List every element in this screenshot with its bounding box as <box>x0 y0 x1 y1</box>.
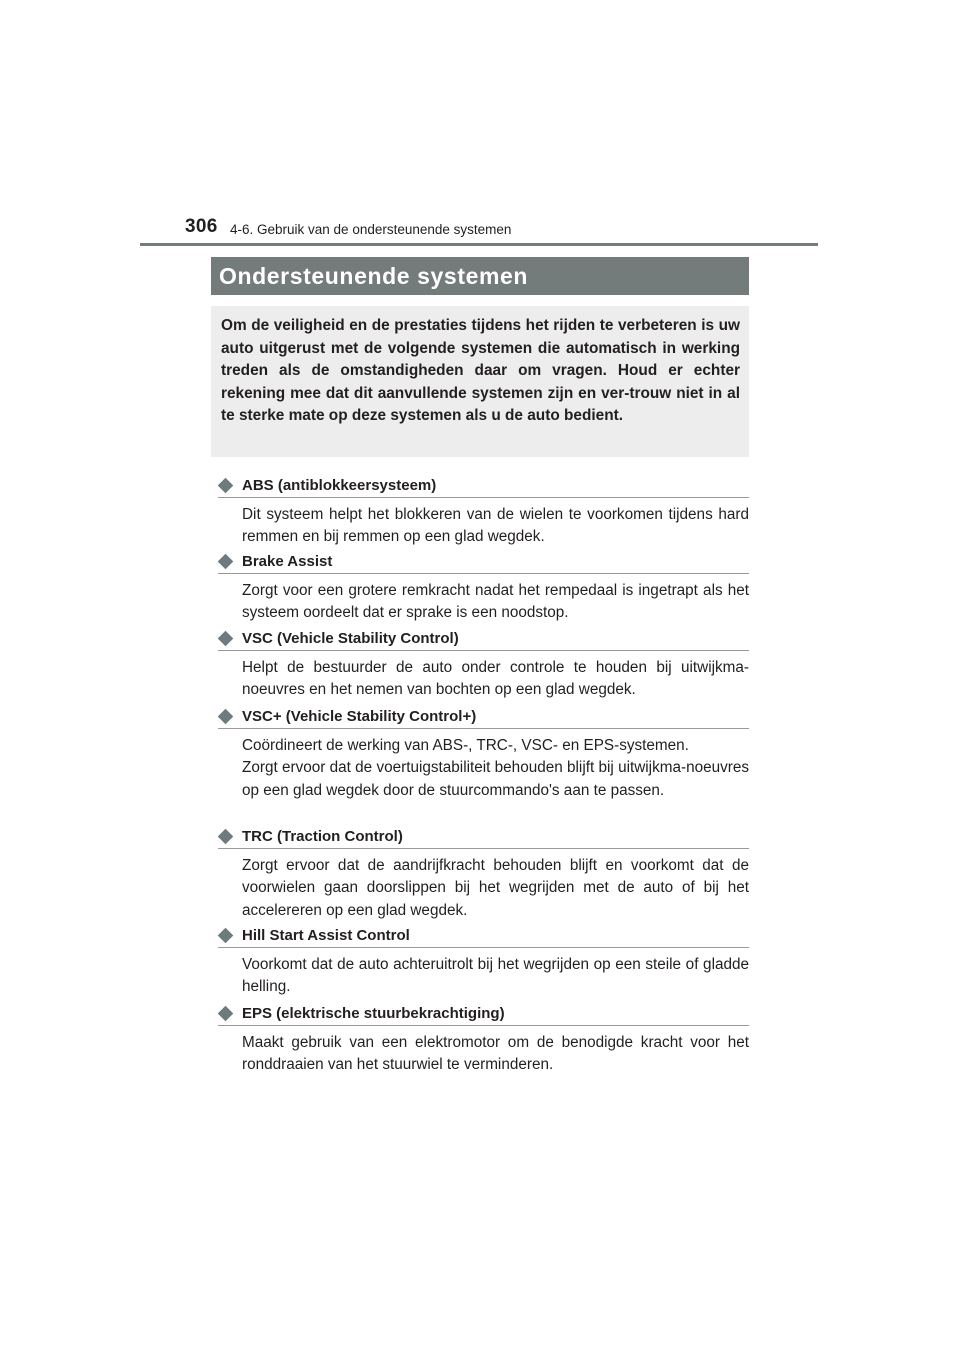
chapter-title: 4-6. Gebruik van de ondersteunende systemen <box>230 222 512 237</box>
intro-box <box>211 306 749 457</box>
page-title: Ondersteunende systemen <box>219 262 529 289</box>
section-paragraph: Voorkomt dat de auto achteruitrolt bij het wegrijden op een steile of gladde helling. <box>242 956 749 996</box>
section-body <box>242 657 749 702</box>
diamond-bullet-icon <box>218 709 234 725</box>
intro-text: Om de veiligheid en de prestaties tijdens het rijden te verbeteren is uw auto uitgerust met de volgende systemen die automatisch in werking treden als de omstandigheden daar om vragen. Houd er echter rekening mee dat dit aanvullende systemen zijn en ver-trouw niet in al te sterke mate op deze systemen als u de auto bedient. <box>221 317 740 425</box>
section-body <box>242 580 749 625</box>
section-heading <box>218 474 749 498</box>
diamond-bullet-icon <box>218 478 234 494</box>
section-title: TRC (Traction Control) <box>242 828 403 845</box>
section-heading <box>218 825 749 849</box>
section-paragraph: Helpt de bestuurder de auto onder controle te houden bij uitwijkma-noeuvres en het nemen van bochten op een glad wegdek. <box>242 659 749 699</box>
section-heading <box>218 705 749 729</box>
section-body <box>242 504 749 549</box>
section-title: VSC+ (Vehicle Stability Control+) <box>242 708 477 725</box>
diamond-bullet-icon <box>218 928 234 944</box>
section-title-bar <box>211 257 749 295</box>
section-heading <box>218 924 749 948</box>
section-eps <box>218 1002 749 1077</box>
diamond-bullet-icon <box>218 829 234 845</box>
section-heading <box>218 1002 749 1026</box>
section-trc <box>218 825 749 922</box>
section-title: EPS (elektrische stuurbekrachtiging) <box>242 1005 505 1022</box>
section-vsc <box>218 627 749 702</box>
section-heading <box>218 550 749 574</box>
section-body <box>242 954 749 999</box>
section-body <box>242 735 749 802</box>
section-brake-assist <box>218 550 749 625</box>
header-rule <box>140 243 818 246</box>
section-paragraph: Zorgt ervoor dat de voertuigstabiliteit behouden blijft bij uitwijkma-noeuvres op een glad wegdek door de stuurcommando's aan te passen. <box>242 759 749 799</box>
section-title: ABS (antiblokkeersysteem) <box>242 477 437 494</box>
section-hill-start <box>218 924 749 999</box>
section-paragraph: Zorgt ervoor dat de aandrijfkracht behouden blijft en voorkomt dat de voorwielen gaan doorslippen bij het wegrijden met de auto of bij het accelereren op een glad wegdek. <box>242 857 749 919</box>
section-paragraph: Coördineert de werking van ABS-, TRC-, VSC- en EPS-systemen. <box>242 737 689 754</box>
section-title: Hill Start Assist Control <box>242 927 410 944</box>
section-paragraph: Maakt gebruik van een elektromotor om de benodigde kracht voor het ronddraaien van het stuurwiel te verminderen. <box>242 1034 749 1074</box>
section-body <box>242 1032 749 1077</box>
page-number: 306 <box>185 216 218 237</box>
section-title: Brake Assist <box>242 553 333 570</box>
section-vsc-plus <box>218 705 749 802</box>
section-abs <box>218 474 749 549</box>
section-heading <box>218 627 749 651</box>
diamond-bullet-icon <box>218 554 234 570</box>
section-paragraph: Zorgt voor een grotere remkracht nadat het rempedaal is ingetrapt als het systeem oordeelt dat er sprake is een noodstop. <box>242 582 749 622</box>
diamond-bullet-icon <box>218 1006 234 1022</box>
section-paragraph: Dit systeem helpt het blokkeren van de wielen te voorkomen tijdens hard remmen en bij remmen op een glad wegdek. <box>242 506 749 546</box>
section-title: VSC (Vehicle Stability Control) <box>242 630 459 647</box>
section-body <box>242 855 749 922</box>
diamond-bullet-icon <box>218 631 234 647</box>
